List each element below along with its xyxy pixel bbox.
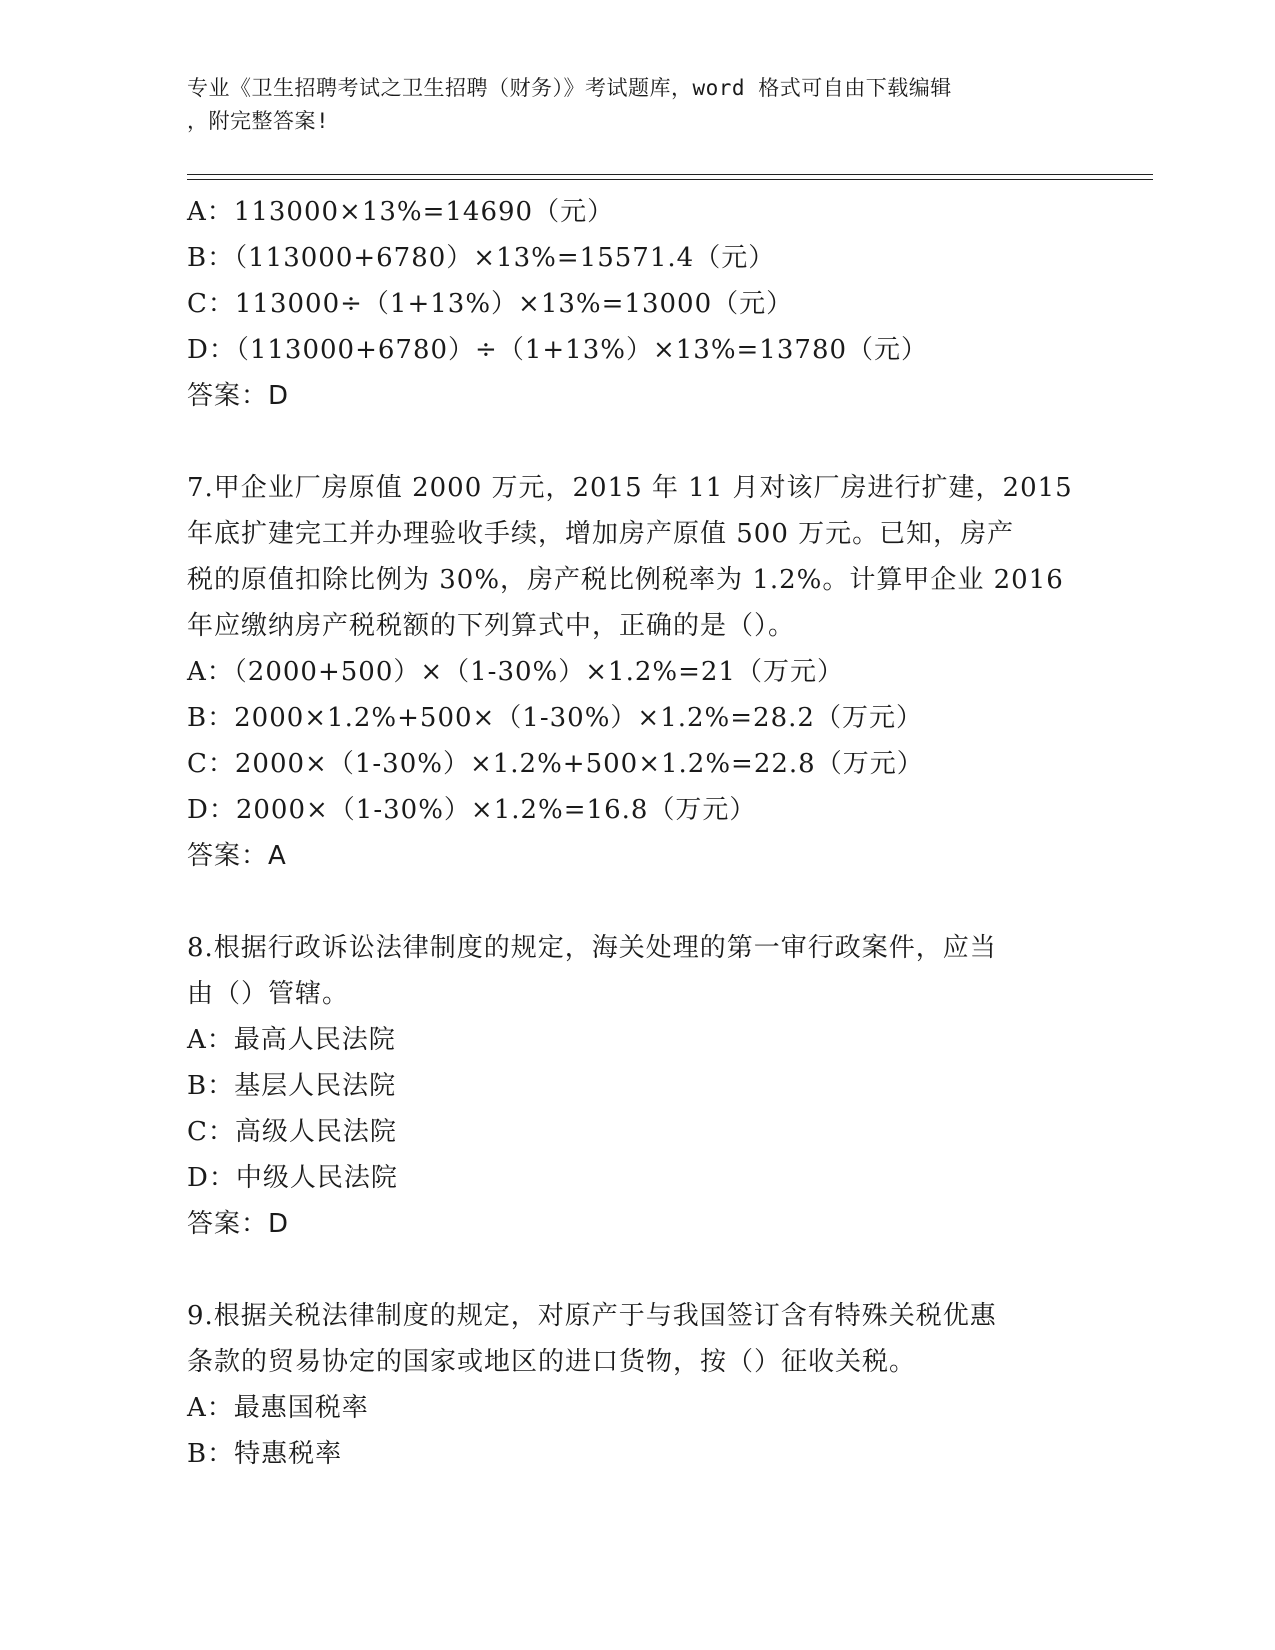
header-line-1: 专业《卫生招聘考试之卫生招聘（财务）》考试题库，word 格式可自由下载编辑 — [187, 76, 952, 100]
option-a: A：（2000+500）×（1-30%）×1.2%=21（万元） — [187, 657, 844, 687]
document-header — [187, 72, 1067, 138]
spacer — [187, 879, 1087, 925]
header-divider-bottom — [187, 179, 1153, 180]
question-list — [187, 189, 1087, 1477]
question-text-line: 7.甲企业厂房原值 2000 万元，2015 年 11 月对该厂房进行扩建，2015 — [187, 473, 1073, 503]
option-d: D：中级人民法院 — [187, 1163, 398, 1193]
question-8 — [187, 925, 1087, 1247]
question-text-line: 税的原值扣除比例为 30%，房产税比例税率为 1.2%。计算甲企业 2016 — [187, 565, 1064, 595]
answer-line: 答案：A — [187, 841, 287, 871]
option-a: A：最惠国税率 — [187, 1393, 369, 1423]
answer-line: 答案：D — [187, 1209, 290, 1239]
option-b: B：基层人民法院 — [187, 1071, 397, 1101]
header-line-2: ，附完整答案! — [187, 109, 330, 133]
option-a: A：最高人民法院 — [187, 1025, 396, 1055]
previous-question — [187, 189, 1087, 419]
spacer — [187, 1247, 1087, 1293]
option-a: A：113000×13%=14690（元） — [187, 197, 615, 227]
option-b: B：特惠税率 — [187, 1439, 343, 1469]
question-text-line: 由（）管辖。 — [187, 979, 350, 1009]
header-divider-top — [187, 174, 1153, 175]
question-text-line: 8.根据行政诉讼法律制度的规定，海关处理的第一审行政案件，应当 — [187, 933, 997, 963]
question-text-line: 年应缴纳房产税税额的下列算式中，正确的是（）。 — [187, 611, 796, 641]
option-c: C：113000÷（1+13%）×13%=13000（元） — [187, 289, 794, 319]
option-c: C：高级人民法院 — [187, 1117, 397, 1147]
question-text-line: 条款的贸易协定的国家或地区的进口货物，按（）征收关税。 — [187, 1347, 917, 1377]
spacer — [187, 419, 1087, 465]
question-7 — [187, 465, 1087, 879]
option-c: C：2000×（1-30%）×1.2%+500×1.2%=22.8（万元） — [187, 749, 924, 779]
question-text-line: 9.根据关税法律制度的规定，对原产于与我国签订含有特殊关税优惠 — [187, 1301, 997, 1331]
question-text-line: 年底扩建完工并办理验收手续，增加房产原值 500 万元。已知，房产 — [187, 519, 1015, 549]
option-d: D：（113000+6780）÷（1+13%）×13%=13780（元） — [187, 335, 929, 365]
answer-line: 答案：D — [187, 381, 290, 411]
option-d: D：2000×（1-30%）×1.2%=16.8（万元） — [187, 795, 757, 825]
option-b: B：2000×1.2%+500×（1-30%）×1.2%=28.2（万元） — [187, 703, 923, 733]
option-b: B：（113000+6780）×13%=15571.4（元） — [187, 243, 776, 273]
question-9 — [187, 1293, 1087, 1477]
